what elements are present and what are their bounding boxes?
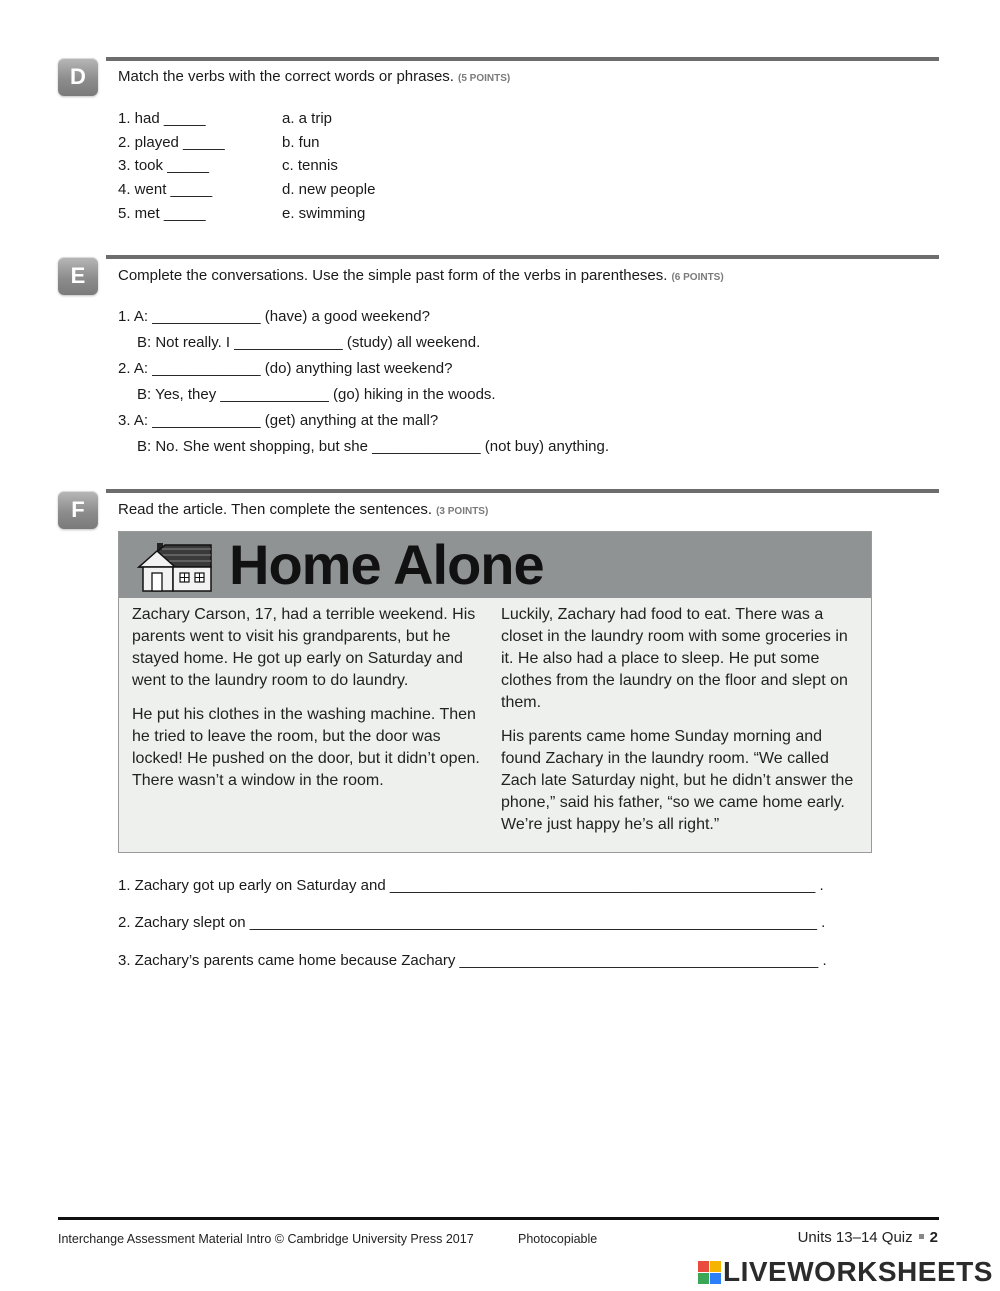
article-column-2 [501,604,863,848]
conversation-line: B: No. She went shopping, but she _____________ (not buy) anything. [137,438,610,455]
match-item-5: 5. met _____ [118,205,206,222]
match-option-c: c. tennis [282,157,338,174]
section-d-instruction [118,68,510,85]
match-option-d: d. new people [282,181,376,198]
section-e-rule [106,255,939,259]
section-e-points: (6 POINTS) [671,272,724,283]
match-item-2: 2. played _____ [118,134,225,151]
section-d-points: (5 POINTS) [457,73,511,84]
match-item-4: 4. went _____ [118,181,213,198]
article-title: Home Alone [229,533,544,596]
footer-photocopiable: Photocopiable [518,1232,598,1246]
conversation-line: 1. A: _____________ (have) a good weekend? [118,308,430,325]
section-e-instruction [118,267,724,284]
conversation-line: B: Yes, they _____________ (go) hiking in the woods. [137,386,496,403]
liveworksheets-logo-icon [698,1261,721,1284]
section-f-points: (3 POINTS) [436,506,489,517]
square-bullet-icon [919,1234,924,1239]
footer-quiz-title: Units 13–14 Quiz [797,1229,913,1246]
liveworksheets-wordmark: LIVEWORKSHEETS [723,1256,993,1287]
match-item-3: 3. took _____ [118,157,209,174]
match-option-e: e. swimming [282,205,366,222]
section-d-rule [106,57,939,61]
logo-square [698,1273,709,1284]
section-f-instruction-text: Read the article. Then complete the sentences. [118,501,433,518]
footer-copyright: Interchange Assessment Material Intro © Cambridge University Press 2017 [58,1232,474,1246]
completion-question-3: 3. Zachary’s parents came home because Zachary ___________________________________________ . [118,952,827,969]
article-paragraph: Luckily, Zachary had food to eat. There was a closet in the laundry room with some groceries in it. He also had a place to sleep. He put some clothes from the laundry on the floor and slept on them. [501,606,848,711]
house-icon [135,539,215,593]
section-f-badge: F [58,491,98,529]
footer-quiz-label [798,1229,938,1246]
footer-rule [58,1217,939,1220]
section-f-instruction [118,501,488,518]
article-paragraph: His parents came home Sunday morning and found Zachary in the laundry room. “We called Zach late Saturday night, but he didn’t answer the phone,” said his father, “so we came home early. We’re just happy he’s all right.” [501,728,854,833]
section-d-badge: D [58,58,98,96]
conversation-line: 2. A: _____________ (do) anything last weekend? [118,360,453,377]
article-paragraph: Zachary Carson, 17, had a terrible weekend. His parents went to visit his grandparents, but he stayed home. He got up early on Saturday and went to the laundry room to do laundry. [132,606,476,689]
logo-square [710,1261,721,1272]
article-column-1 [132,604,488,804]
match-option-a: a. a trip [282,110,333,127]
article-header [119,532,871,598]
article-paragraph: He put his clothes in the washing machine. Then he tried to leave the room, but the door was locked! He pushed on the door, but it didn’t open. There wasn’t a window in the room. [132,706,480,789]
completion-question-1: 1. Zachary got up early on Saturday and ___________________________________________________ . [118,877,824,894]
section-f-rule [106,489,939,493]
match-item-1: 1. had _____ [118,110,206,127]
conversation-line: 3. A: _____________ (get) anything at the mall? [118,412,439,429]
liveworksheets-logo [698,1256,993,1288]
page-number: 2 [929,1229,938,1246]
logo-square [698,1261,709,1272]
section-e-badge: E [58,257,98,295]
section-e-instruction-text: Complete the conversations. Use the simple past form of the verbs in parentheses. [118,267,668,284]
match-option-b: b. fun [282,134,320,151]
conversation-line: B: Not really. I _____________ (study) all weekend. [137,334,481,351]
section-d-instruction-text: Match the verbs with the correct words or phrases. [118,68,454,85]
completion-question-2: 2. Zachary slept on ____________________________________________________________________ . [118,914,826,931]
logo-square [710,1273,721,1284]
article-box [118,531,872,853]
